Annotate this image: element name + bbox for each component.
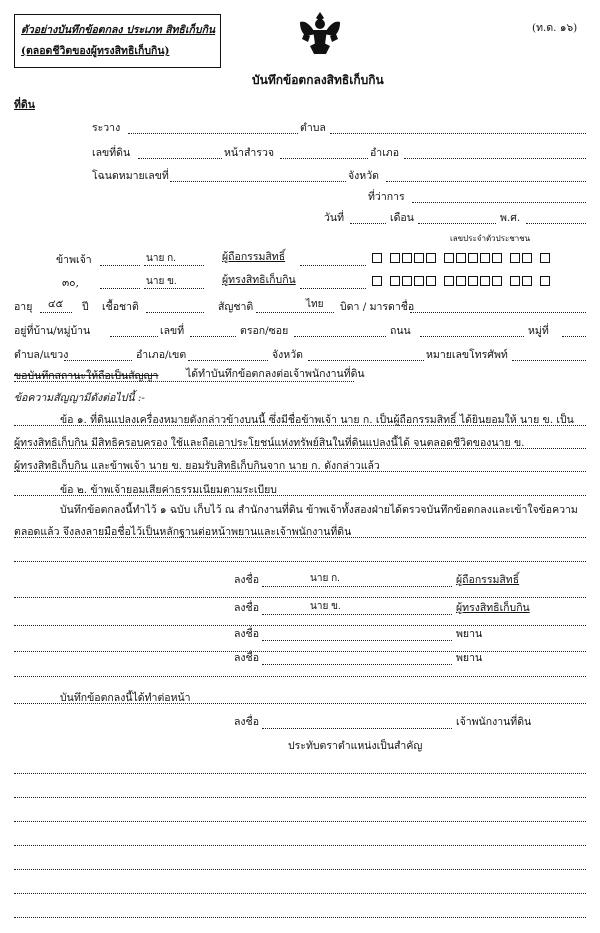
label-house-no: เลขที่ <box>160 325 185 337</box>
id-number-header: เลขประจำตัวประชาชน <box>450 234 531 243</box>
official-sign-label: ลงชื่อ <box>234 716 259 728</box>
label-nationality: สัญชาติ <box>218 301 254 313</box>
clause1-underline3 <box>14 471 586 472</box>
label-survey-page: หน้าสำรวจ <box>224 147 274 159</box>
request-line-a: ขอบันทึกสถานะให้ถือเป็นสัญญา <box>14 370 159 382</box>
clause2: ข้อ ๒. ข้าพเจ้ายอมเสียค่าธรรมเนียมตามระเบียบ <box>60 484 277 496</box>
sig2-name: นาย ข. <box>310 601 341 612</box>
blank-line[interactable] <box>14 797 586 798</box>
label-between: ระวาง <box>92 122 121 134</box>
label-road: ถนน <box>390 325 411 337</box>
field-party1-name[interactable] <box>144 265 204 266</box>
label-years: ปี <box>82 301 89 313</box>
field-year[interactable] <box>526 223 586 224</box>
field-province[interactable] <box>386 181 586 182</box>
field-parcel-no[interactable] <box>138 158 222 159</box>
field-tambon[interactable] <box>64 360 132 361</box>
clause2-underline <box>14 495 586 496</box>
sig4-role: พยาน <box>456 652 483 664</box>
form-type-line2: (ตลอดชีวิตของผู้ทรงสิทธิเก็บกิน) <box>21 45 170 57</box>
terms-intro: ข้อความสัญญามีดังต่อไปนี้ :- <box>14 392 145 404</box>
request-underline <box>14 381 354 382</box>
field-party2-name[interactable] <box>144 288 204 289</box>
blank-line[interactable] <box>14 917 586 918</box>
label-tambon: ตำบล/แขวง <box>14 349 69 361</box>
field-party1-prefix[interactable] <box>100 265 140 266</box>
clause1-line3: ผู้ทรงสิทธิเก็บกิน และข้าพเจ้า นาย ข. ยอมรับสิทธิเก็บกินจาก นาย ก. ดังกล่าวแล้ว <box>14 460 380 472</box>
field-moo[interactable] <box>562 336 586 337</box>
blank-line[interactable] <box>14 845 586 846</box>
label-changwat: จังหวัด <box>272 349 303 361</box>
official-role: เจ้าพนักงานที่ดิน <box>456 716 532 728</box>
nationality-value: ไทย <box>306 299 324 310</box>
label-year: พ.ศ. <box>500 212 521 224</box>
field-nationality[interactable] <box>256 312 334 313</box>
field-month[interactable] <box>418 223 496 224</box>
official-sign-field[interactable] <box>262 728 452 729</box>
closing-line2: ตลอดแล้ว จึงลงลายมือชื่อไว้เป็นหลักฐานต่อหน้าพยานและเจ้าพนักงานที่ดิน <box>14 526 352 538</box>
label-parent: บิดา / มารดาชื่อ <box>340 301 415 313</box>
sig1-field[interactable] <box>262 586 452 587</box>
sig1-role: ผู้ถือกรรมสิทธิ์ <box>456 574 520 586</box>
label-month: เดือน <box>390 212 414 224</box>
field-house-no[interactable] <box>190 336 236 337</box>
clause1-line1: ข้อ ๑. ที่ดินแปลงเครื่องหมายดังกล่าวข้างบนนี้ ซึ่งมีชื่อข้าพเจ้า นาย ก. เป็นผู้ถือกรรมสิทธิ์ ได้ยินยอมให้ นาย ข. เป็น <box>60 414 574 426</box>
request-line-b: ได้ทำบันทึกข้อตกลงต่อเจ้าพนักงานที่ดิน <box>186 368 365 380</box>
seal-note: ประทับตราตำแหน่งเป็นสำคัญ <box>288 740 423 752</box>
blank-line[interactable] <box>14 821 586 822</box>
field-party2-extra[interactable] <box>300 288 366 289</box>
label-race: เชื้อชาติ <box>102 301 139 313</box>
sig2-role: ผู้ทรงสิทธิเก็บกิน <box>456 602 530 614</box>
label-written-at: ที่ว่าการ <box>368 191 405 203</box>
field-district[interactable] <box>404 158 586 159</box>
id-boxes-party2[interactable] <box>372 276 556 286</box>
label-deed-no: โฉนดหมายเลขที่ <box>92 170 169 182</box>
blank-line[interactable] <box>14 597 586 598</box>
blank-line[interactable] <box>14 676 586 677</box>
label-date: วันที่ <box>324 212 344 224</box>
label-i: ข้าพเจ้า <box>56 254 92 266</box>
field-lane[interactable] <box>294 336 386 337</box>
blank-line[interactable] <box>14 893 586 894</box>
sig4-field[interactable] <box>262 664 452 665</box>
closing-line1: บันทึกข้อตกลงนี้ทำไว้ ๑ ฉบับ เก็บไว้ ณ สำนักงานที่ดิน ข้าพเจ้าทั้งสองฝ่ายได้ตรวจบันทึกข้อตกลงและเข้าใจข้อความ <box>60 504 578 516</box>
sig3-sign-label: ลงชื่อ <box>234 628 259 640</box>
field-written-at[interactable] <box>412 202 586 203</box>
field-party1-extra[interactable] <box>300 265 366 266</box>
form-type-line1: ตัวอย่างบันทึกข้อตกลง ประเภท สิทธิเก็บกิน <box>21 24 216 36</box>
field-party2-prefix[interactable] <box>100 288 140 289</box>
field-deed-no[interactable] <box>170 181 346 182</box>
clause1-underline1 <box>14 425 586 426</box>
label-province: จังหวัด <box>348 170 379 182</box>
label-parcel-no: เลขที่ดิน <box>92 147 131 159</box>
page-title: บันทึกข้อตกลงสิทธิเก็บกิน <box>252 73 384 87</box>
party1-name: นาย ก. <box>146 253 176 264</box>
field-road[interactable] <box>420 336 524 337</box>
garuda-emblem-icon <box>296 8 344 62</box>
field-subdistrict[interactable] <box>330 133 586 134</box>
label-moo: หมู่ที่ <box>528 325 549 337</box>
sig1-name: นาย ก. <box>310 573 340 584</box>
field-parent[interactable] <box>410 312 586 313</box>
section-label-land: ที่ดิน <box>14 99 35 111</box>
label-address: อยู่ที่บ้าน/หมู่บ้าน <box>14 325 91 337</box>
id-boxes-party1[interactable] <box>372 253 556 263</box>
sig2-sign-label: ลงชื่อ <box>234 602 259 614</box>
age-value: ๔๕ <box>48 299 64 310</box>
field-changwat[interactable] <box>308 360 424 361</box>
closing-underline <box>14 537 586 538</box>
sig1-sign-label: ลงชื่อ <box>234 574 259 586</box>
form-type-box <box>14 14 221 68</box>
field-survey-page[interactable] <box>280 158 368 159</box>
field-amphoe[interactable] <box>188 360 268 361</box>
party2-role: ผู้ทรงสิทธิเก็บกิน <box>222 274 296 286</box>
label-subdistrict: ตำบล <box>300 122 326 134</box>
party1-role: ผู้ถือกรรมสิทธิ์ <box>222 251 286 263</box>
blank-line[interactable] <box>14 625 586 626</box>
made-before: บันทึกข้อตกลงนี้ได้ทำต่อหน้า <box>60 692 191 704</box>
field-date[interactable] <box>350 223 386 224</box>
sig2-field[interactable] <box>262 614 452 615</box>
field-age[interactable] <box>40 312 72 313</box>
label-lane: ตรอก/ซอย <box>240 325 289 337</box>
field-phone[interactable] <box>512 360 586 361</box>
field-address[interactable] <box>110 336 158 337</box>
label-amphoe: อำเภอ/เขต <box>136 349 187 361</box>
blank-line[interactable] <box>14 773 586 774</box>
field-between[interactable] <box>128 133 298 134</box>
blank-line[interactable] <box>14 561 586 562</box>
sig4-sign-label: ลงชื่อ <box>234 652 259 664</box>
label-district: อำเภอ <box>370 147 400 159</box>
form-code: (ท.ด. ๑๖) <box>532 22 578 34</box>
label-age: อายุ <box>14 301 33 313</box>
party2-name: นาย ข. <box>146 276 177 287</box>
clause1-underline2 <box>14 448 586 449</box>
sig3-field[interactable] <box>262 640 452 641</box>
sig3-role: พยาน <box>456 628 483 640</box>
blank-line[interactable] <box>14 651 586 652</box>
made-before-underline <box>14 703 586 704</box>
party2-prefix: ๓๐, <box>62 277 79 289</box>
label-phone: หมายเลขโทรศัพท์ <box>426 349 508 361</box>
blank-line[interactable] <box>14 869 586 870</box>
field-race[interactable] <box>146 312 204 313</box>
clause1-line2: ผู้ทรงสิทธิเก็บกิน มีสิทธิครอบครอง ใช้และถือเอาประโยชน์แห่งทรัพย์สินในที่ดินแปลงนี้ได้ จนตลอดชีวิตของนาย ข. <box>14 437 525 449</box>
